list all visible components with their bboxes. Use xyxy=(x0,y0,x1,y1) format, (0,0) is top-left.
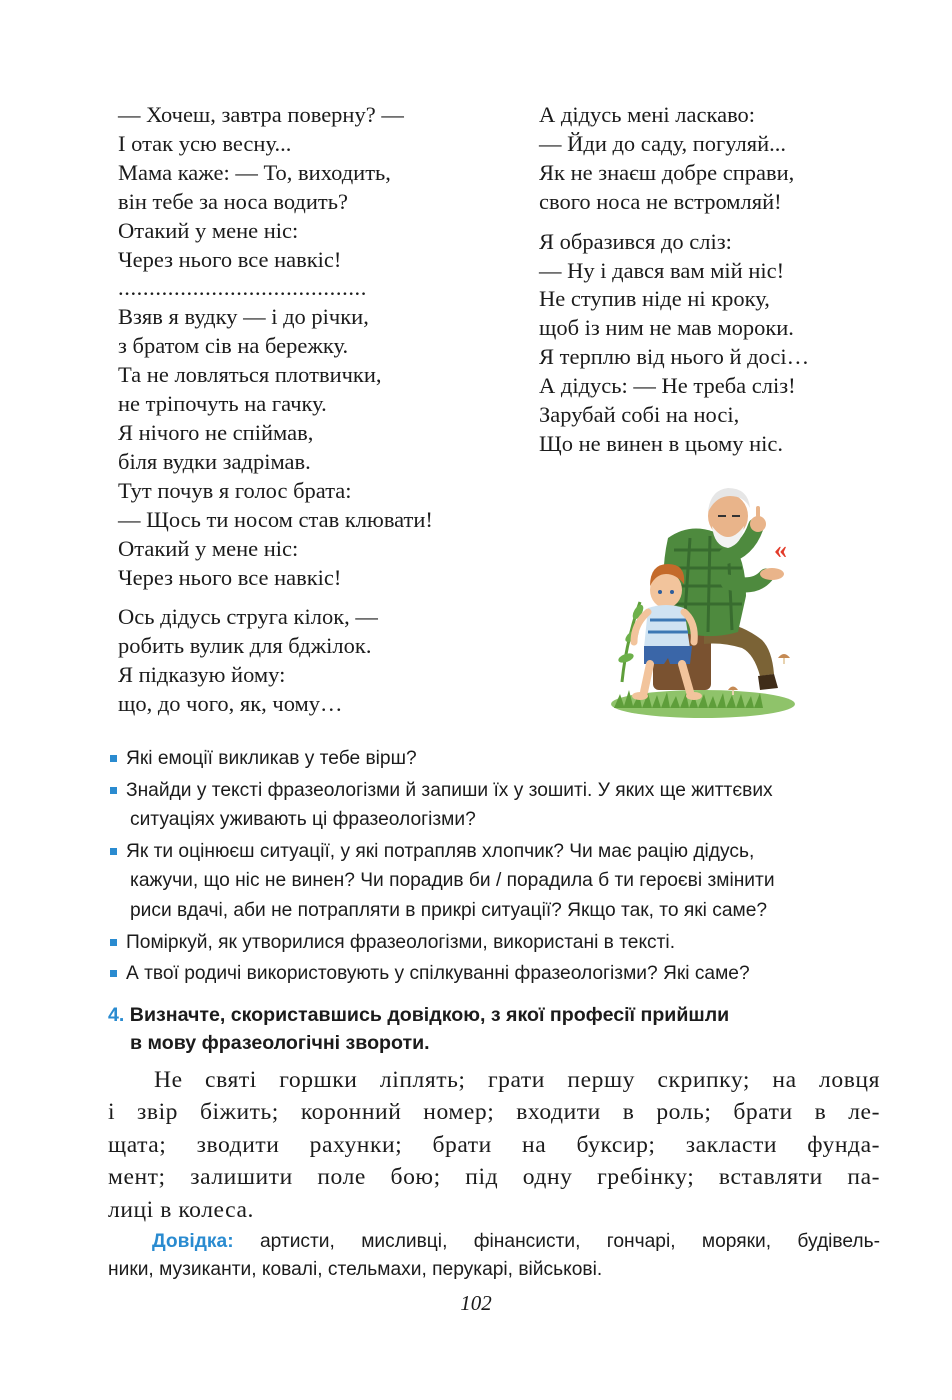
question-item xyxy=(108,776,888,835)
question-text: риси вдачі, аби не потрапляти в прикрі ситуації? Якщо так, то які саме? xyxy=(130,899,768,921)
square-bullet-icon xyxy=(110,848,117,855)
poem-line: Не ступив ніде ні кроку, xyxy=(539,286,770,312)
poem-line: Ось дідусь струга кілок, — xyxy=(118,604,378,630)
question-text: Знайди у тексті фразеологізми й запиши їх у зошиті. У яких ще життєвих xyxy=(126,779,773,801)
exercise-number: 4. xyxy=(108,1004,125,1026)
question-item xyxy=(108,837,888,926)
poem-line: — Йди до саду, погуляй... xyxy=(539,130,787,156)
exercise-body-line: Не святі горшки ліплять; грати першу скрипку; на ловця xyxy=(154,1067,880,1093)
poem-line: А дідусь: — Не треба сліз! xyxy=(539,373,796,399)
question-item xyxy=(108,959,888,989)
poem-line: Я підказую йому: xyxy=(118,662,286,688)
stanza-gap xyxy=(539,217,809,228)
question-item xyxy=(108,744,888,774)
poem-line: Мама каже: — То, виходить, xyxy=(118,159,391,185)
poem-line: робить вулик для бджілок. xyxy=(118,633,372,659)
poem-line: Я нічого не спіймав, xyxy=(118,419,314,445)
page-number: 102 xyxy=(460,1291,492,1315)
poem-line: Через нього все навкіс! xyxy=(118,246,342,272)
exercise-title xyxy=(108,1001,888,1057)
stanza-gap xyxy=(118,592,433,603)
poem-line: — Хочеш, завтра поверну? — xyxy=(118,102,404,127)
poem-line: І отак усю весну... xyxy=(118,130,292,156)
exercise-title-line: Визначте, скориставшись довідкою, з якої професії прийшли xyxy=(129,1004,730,1026)
poem-line: біля вудки задрімав. xyxy=(118,448,311,474)
question-item xyxy=(108,928,888,958)
question-text: кажучи, що ніс не винен? Чи порадив би / порадила б ти героєві змінити xyxy=(130,870,775,892)
poem-line: Та не ловляться плотвички, xyxy=(118,362,382,388)
poem-line: Взяв я вудку — і до річки, xyxy=(118,304,369,330)
grandfather-and-boy-illustration xyxy=(608,486,798,722)
question-text: Які емоції викликав у тебе вірш? xyxy=(126,748,417,769)
question-list xyxy=(108,744,888,991)
square-bullet-icon xyxy=(110,970,117,977)
poem-line: з братом сів на бережку. xyxy=(118,333,349,359)
poem-line: Зарубай собі на носі, xyxy=(539,402,740,428)
poem-left-stanza-1 xyxy=(118,101,433,592)
question-text: Поміркуй, як утворилися фразеологізми, використані в тексті. xyxy=(126,931,676,953)
poem-line: він тебе за носа водить? xyxy=(118,188,348,214)
poem-ellipsis-divider: ........................................ xyxy=(118,275,367,301)
reference-label: Довідка: xyxy=(152,1231,234,1252)
exercise-body-line: і звір біжить; коронний номер; входити в роль; брати в ле- xyxy=(108,1099,880,1126)
square-bullet-icon xyxy=(110,787,117,794)
reference-note xyxy=(108,1228,880,1284)
poem-right-stanza-2 xyxy=(539,228,809,459)
question-text: Як ти оцінюєш ситуації, у які потрапляв хлопчик? Чи має рацію дідусь, xyxy=(126,840,755,862)
exercise-body-line: лиці в колеса. xyxy=(108,1196,254,1223)
poem-line: Отакий у мене ніс: xyxy=(118,535,299,561)
poem-left-column xyxy=(118,101,433,719)
poem-line: Отакий у мене ніс: xyxy=(118,217,299,243)
poem-line: що, до чого, як, чому… xyxy=(118,691,343,717)
exercise-body xyxy=(108,1064,880,1226)
reference-text: артисти, мисливці, фінансисти, гончарі, моряки, будівель- xyxy=(259,1231,880,1252)
poem-line: — Ну і дався вам мій ніс! xyxy=(539,257,785,283)
poem-line: не тріпочуть на гачку. xyxy=(118,391,327,417)
poem-line: Я терплю від нього й досі… xyxy=(539,344,810,370)
reference-line xyxy=(108,1228,880,1256)
poem-line: Як не знаєш добре справи, xyxy=(539,159,795,185)
question-text: ситуаціях уживають ці фразеологізми? xyxy=(130,809,476,831)
poem-line: Через нього все навкіс! xyxy=(118,564,342,590)
square-bullet-icon xyxy=(110,755,117,762)
square-bullet-icon xyxy=(110,939,117,946)
reference-text: ники, музиканти, ковалі, стельмахи, перукарі, військові. xyxy=(108,1259,603,1280)
poem-line: Що не винен в цьому ніс. xyxy=(539,430,783,456)
poem-left-stanza-2 xyxy=(118,603,433,719)
poem-line: свого носа не встромляй! xyxy=(539,188,782,214)
poem-right-stanza-1 xyxy=(539,101,809,217)
exercise-body-line: щата; зводити рахунки; брати на буксир; закласти фунда- xyxy=(108,1131,880,1158)
exercise-body-line: мент; залишити поле бою; під одну гребінку; вставляти па- xyxy=(108,1164,880,1191)
exercise-title-line: в мову фразеологічні звороти. xyxy=(130,1032,430,1054)
red-quote-mark: « xyxy=(774,535,787,564)
poem-line: А дідусь мені ласкаво: xyxy=(539,102,756,127)
poem-right-column xyxy=(539,101,809,459)
poem-line: — Щось ти носом став клювати! xyxy=(118,506,433,532)
question-text: А твої родичі використовують у спілкуванні фразеологізми? Які саме? xyxy=(126,963,750,985)
poem-line: Я образився до сліз: xyxy=(539,228,732,254)
poem-line: щоб із ним не мав мороки. xyxy=(539,315,794,341)
poem-line: Тут почув я голос брата: xyxy=(118,477,352,503)
